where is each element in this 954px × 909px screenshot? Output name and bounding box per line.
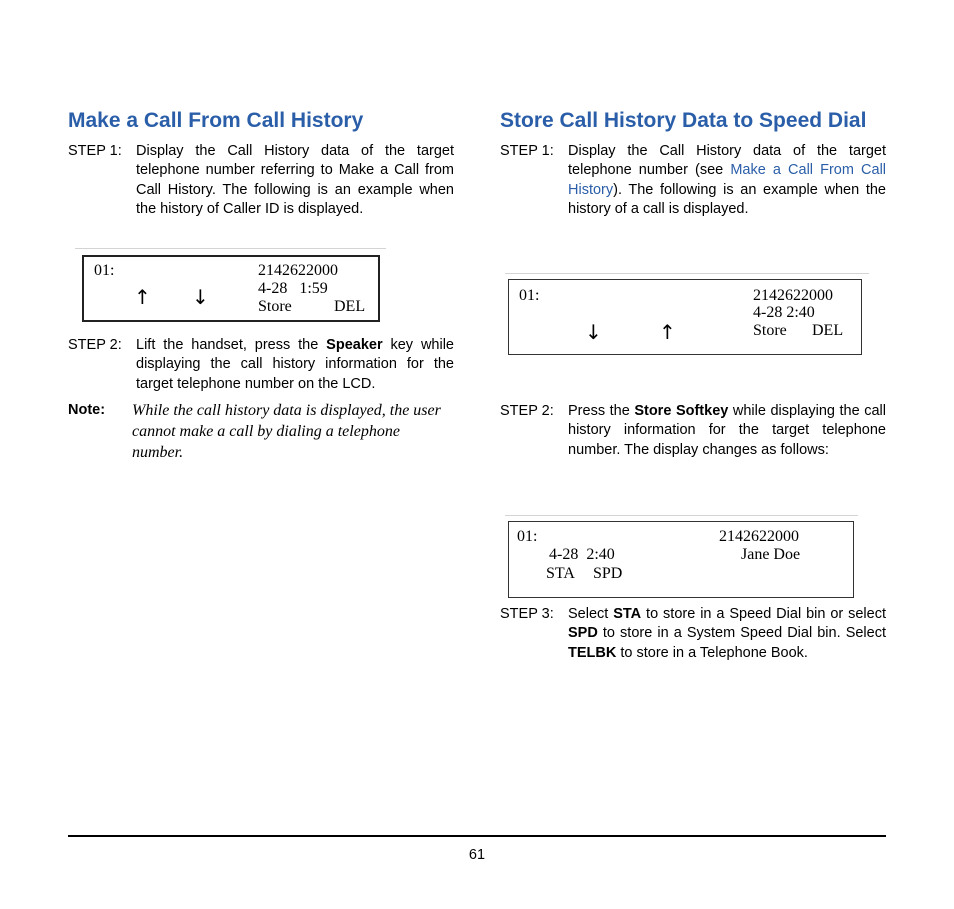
lcd-separator [75,248,386,249]
lcd-entry-index: 01: [517,528,538,545]
step-text-part: Press the [568,403,635,419]
lcd-softkey-store: Store [753,322,787,339]
lcd-separator [505,515,858,516]
lcd-separator [505,273,869,274]
right-step-1 [500,142,886,220]
up-arrow-icon: ↑ [134,285,151,309]
lcd-softkey-sta: STA [546,565,575,582]
store-softkey-name: Store Softkey [634,403,729,419]
left-column-lower [68,336,454,463]
speaker-key-name: Speaker [326,337,383,353]
step-text-part: while displaying the call history information for the target telephone number. The display changes as follows: [568,403,886,458]
left-step-1 [68,142,454,220]
step-label: STEP 2: [500,403,554,419]
telbk-softkey-name: TELBK [568,644,617,661]
lcd-entry-index: 01: [519,287,540,304]
lcd-softkey-store: Store [258,298,292,315]
step-text [568,402,886,460]
right-column [500,108,886,220]
left-step-2 [68,336,454,394]
right-column-step3 [500,605,886,663]
step-text-part: Display the Call History data of the target telephone number (see [568,143,886,179]
step-label: STEP 3: [500,606,554,622]
step-label: STEP 1: [500,143,554,159]
lcd-phone-number: 2142622000 [753,287,833,304]
lcd-display-speed-dial [508,521,854,598]
right-column-step2 [500,402,886,460]
step-text: Display the Call History data of the target telephone number referring to Make a Call from Call History. The following is an example when the history of Caller ID is displayed. [136,143,454,218]
lcd-date-time: 4-28 1:59 [258,280,328,297]
down-arrow-icon: ↓ [192,285,209,309]
lcd-date-time: 4-28 2:40 [753,304,815,321]
step-label: STEP 1: [68,143,122,159]
down-arrow-icon: ↓ [585,320,602,344]
step-text-part: Lift the handset, press the [136,337,327,353]
lcd-date-time: 4-28 2:40 [549,546,615,563]
lcd-phone-number: 2142622000 [258,262,338,279]
up-arrow-icon: ↑ [659,320,676,344]
footer-divider [68,835,886,837]
step-text [136,336,454,394]
lcd-caller-name: Jane Doe [741,546,801,563]
step-text-part: to store in a System Speed Dial bin. Select [597,625,886,642]
left-column [68,108,454,220]
step-text [568,142,886,220]
step-text-part: to store in a Speed Dial bin or select [641,606,886,622]
cross-reference-link[interactable]: Make a Call From Call History [568,162,887,198]
step-label: STEP 2: [68,337,122,353]
lcd-display-call-history [508,279,862,355]
lcd-softkey-spd: SPD [593,565,623,582]
right-step-2 [500,402,886,460]
step-text-part: to store in a Telephone Book. [616,644,808,661]
lcd-softkey-del: DEL [334,298,366,315]
step-text-part: Select [568,606,614,622]
sta-softkey-name: STA [613,606,642,622]
lcd-display-caller-id [82,255,380,322]
lcd-phone-number: 2142622000 [719,528,799,545]
spd-softkey-name: SPD [568,625,598,642]
section-heading-make-call: Make a Call From Call History [68,109,364,132]
page-number: 61 [468,847,486,863]
step-text [568,605,886,663]
note-label: Note: [68,402,106,419]
section-heading-store-speed-dial: Store Call History Data to Speed Dial [500,109,867,132]
step-text-part: ). The following is an example when the history of a call is displayed. [568,181,886,218]
note [68,400,454,463]
note-text: While the call history data is displayed, the user cannot make a call by dialing a telephone number. [132,402,441,462]
lcd-softkey-del: DEL [812,322,844,339]
step-text-part: key while displaying the call history information for the target telephone number on the LCD. [136,337,454,392]
lcd-entry-index: 01: [94,262,115,279]
right-step-3 [500,605,886,663]
